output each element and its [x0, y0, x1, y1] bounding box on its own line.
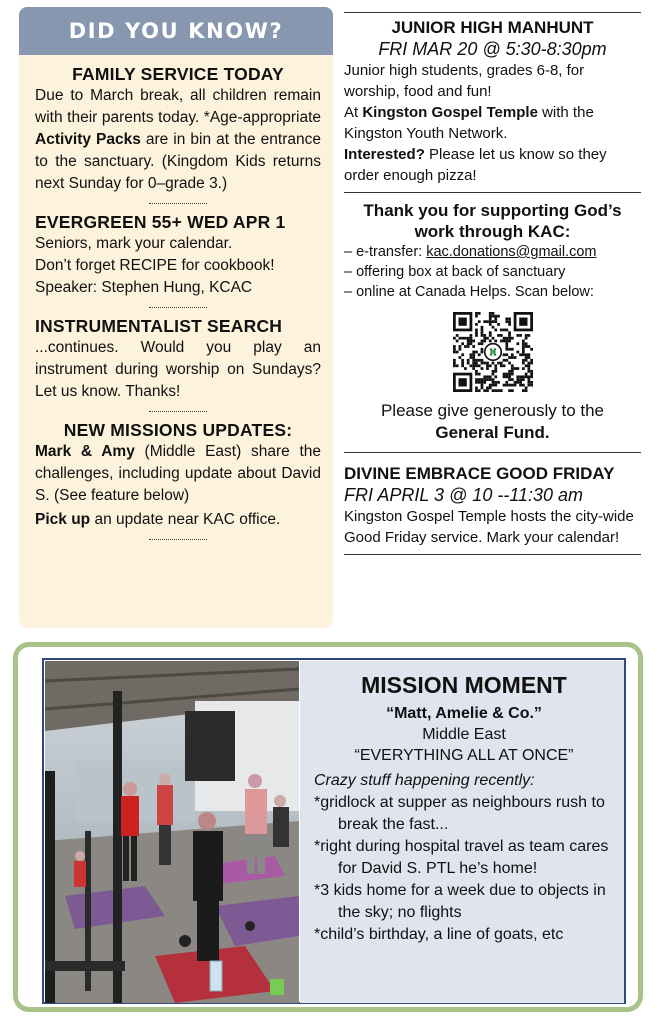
etransfer-label: – e-transfer:	[344, 244, 427, 260]
did-you-know-header: DID YOU KNOW?	[19, 7, 333, 55]
good-friday-body: Kingston Gospel Temple hosts the city-wide Good Friday service. Mark your calendar!	[344, 508, 634, 546]
evergreen-line: Seniors, mark your calendar.	[35, 235, 233, 252]
missions-text: (Middle East) share the challenges, including update about David S. (See feature below)	[35, 443, 321, 504]
giving-item	[344, 242, 641, 262]
mission-moment-list	[314, 792, 614, 946]
instrumentalist-title: INSTRUMENTALIST SEARCH	[35, 316, 283, 336]
instrumentalist-section	[35, 315, 321, 403]
mission-moment-item: *right during hospital travel as team cares for David S. PTL he’s home!	[314, 838, 609, 877]
manhunt-body	[344, 60, 641, 186]
section-divider	[149, 203, 207, 204]
missions-names: Mark & Amy	[35, 443, 135, 460]
activity-packs-bold: Activity Packs	[35, 131, 141, 148]
mission-moment-frame	[13, 642, 643, 1012]
pickup-text: an update near KAC office.	[90, 511, 281, 528]
missions-pickup	[35, 509, 321, 531]
giving-item: – offering box at back of sanctuary	[344, 264, 566, 280]
good-friday-title: DIVINE EMBRACE GOOD FRIDAY	[344, 464, 615, 483]
manhunt-interested: Interested?	[344, 146, 425, 163]
family-service-title: FAMILY SERVICE TODAY	[72, 64, 284, 84]
gathering-photo	[45, 661, 299, 1003]
evergreen-line: Speaker: Stephen Hung, KCAC	[35, 279, 253, 296]
good-friday-section	[344, 453, 641, 554]
general-fund: General Fund.	[435, 423, 550, 442]
good-friday-when: FRI APRIL 3 @ 10 --11:30 am	[344, 485, 584, 505]
manhunt-title: JUNIOR HIGH MANHUNT	[391, 18, 594, 37]
giving-item: – online at Canada Helps. Scan below:	[344, 284, 594, 300]
family-service-body	[35, 85, 321, 195]
mission-moment-theme: “EVERYTHING ALL AT ONCE”	[354, 747, 574, 764]
family-service-section	[35, 63, 321, 195]
mission-moment-item: *3 kids home for a week due to objects in the sky; no flights	[314, 882, 606, 921]
mission-moment-item: *child’s birthday, a line of goats, etc	[314, 926, 564, 943]
mission-moment-item: *gridlock at supper as neighbours rush to break the fast...	[314, 794, 605, 833]
manhunt-at-post: with the Kingston Youth Network.	[344, 104, 594, 142]
missions-title: NEW MISSIONS UPDATES:	[63, 420, 293, 440]
canada-helps-qr-code[interactable]	[453, 312, 533, 392]
mission-moment-names: “Matt, Amelie & Co.”	[386, 705, 542, 722]
instrumentalist-body: ...continues. Would you play an instrument during worship on Sundays? Let us know. Thanks!	[35, 339, 321, 400]
mission-moment-intro: Crazy stuff happening recently:	[314, 772, 535, 789]
section-rule	[344, 554, 641, 555]
evergreen-section	[35, 211, 321, 299]
evergreen-line: Don’t forget RECIPE for cookbook!	[35, 257, 275, 274]
evergreen-title: EVERGREEN 55+ WED APR 1	[35, 212, 286, 232]
section-divider	[149, 539, 207, 540]
missions-body	[35, 441, 321, 507]
manhunt-at: At	[344, 104, 363, 121]
thanks-title: Thank you for supporting God’s work through KAC:	[363, 201, 622, 241]
mission-moment-card	[42, 658, 626, 1004]
mission-moment-title: MISSION MOMENT	[361, 672, 567, 698]
mission-moment-text	[300, 661, 624, 1003]
giving-list	[344, 242, 641, 302]
mission-moment-region: Middle East	[422, 726, 506, 743]
right-column	[344, 12, 641, 555]
manhunt-venue: Kingston Gospel Temple	[362, 104, 538, 121]
family-service-text-2: are in bin at the entrance to the sanctuary. (Kingdom Kids returns next Sunday for 0–grade 3.)	[35, 131, 321, 192]
section-divider	[149, 411, 207, 412]
manhunt-section	[344, 13, 641, 192]
section-divider	[149, 307, 207, 308]
missions-section	[35, 419, 321, 531]
give-line: Please give generously to the	[380, 401, 605, 420]
thanks-section	[344, 193, 641, 452]
did-you-know-panel	[19, 55, 333, 628]
family-service-text-1: Due to March break, all children remain with their parents today. *Age-appropriate	[35, 87, 321, 126]
manhunt-text-1: Junior high students, grades 6-8, for worship, food and fun!	[344, 62, 585, 100]
donation-email-link[interactable]: kac.donations@gmail.com	[426, 244, 597, 260]
pickup-bold: Pick up	[35, 511, 91, 528]
manhunt-when: FRI MAR 20 @ 5:30-8:30pm	[378, 39, 607, 59]
manhunt-interested-rest: Please let us know so they order enough pizza!	[344, 146, 607, 184]
